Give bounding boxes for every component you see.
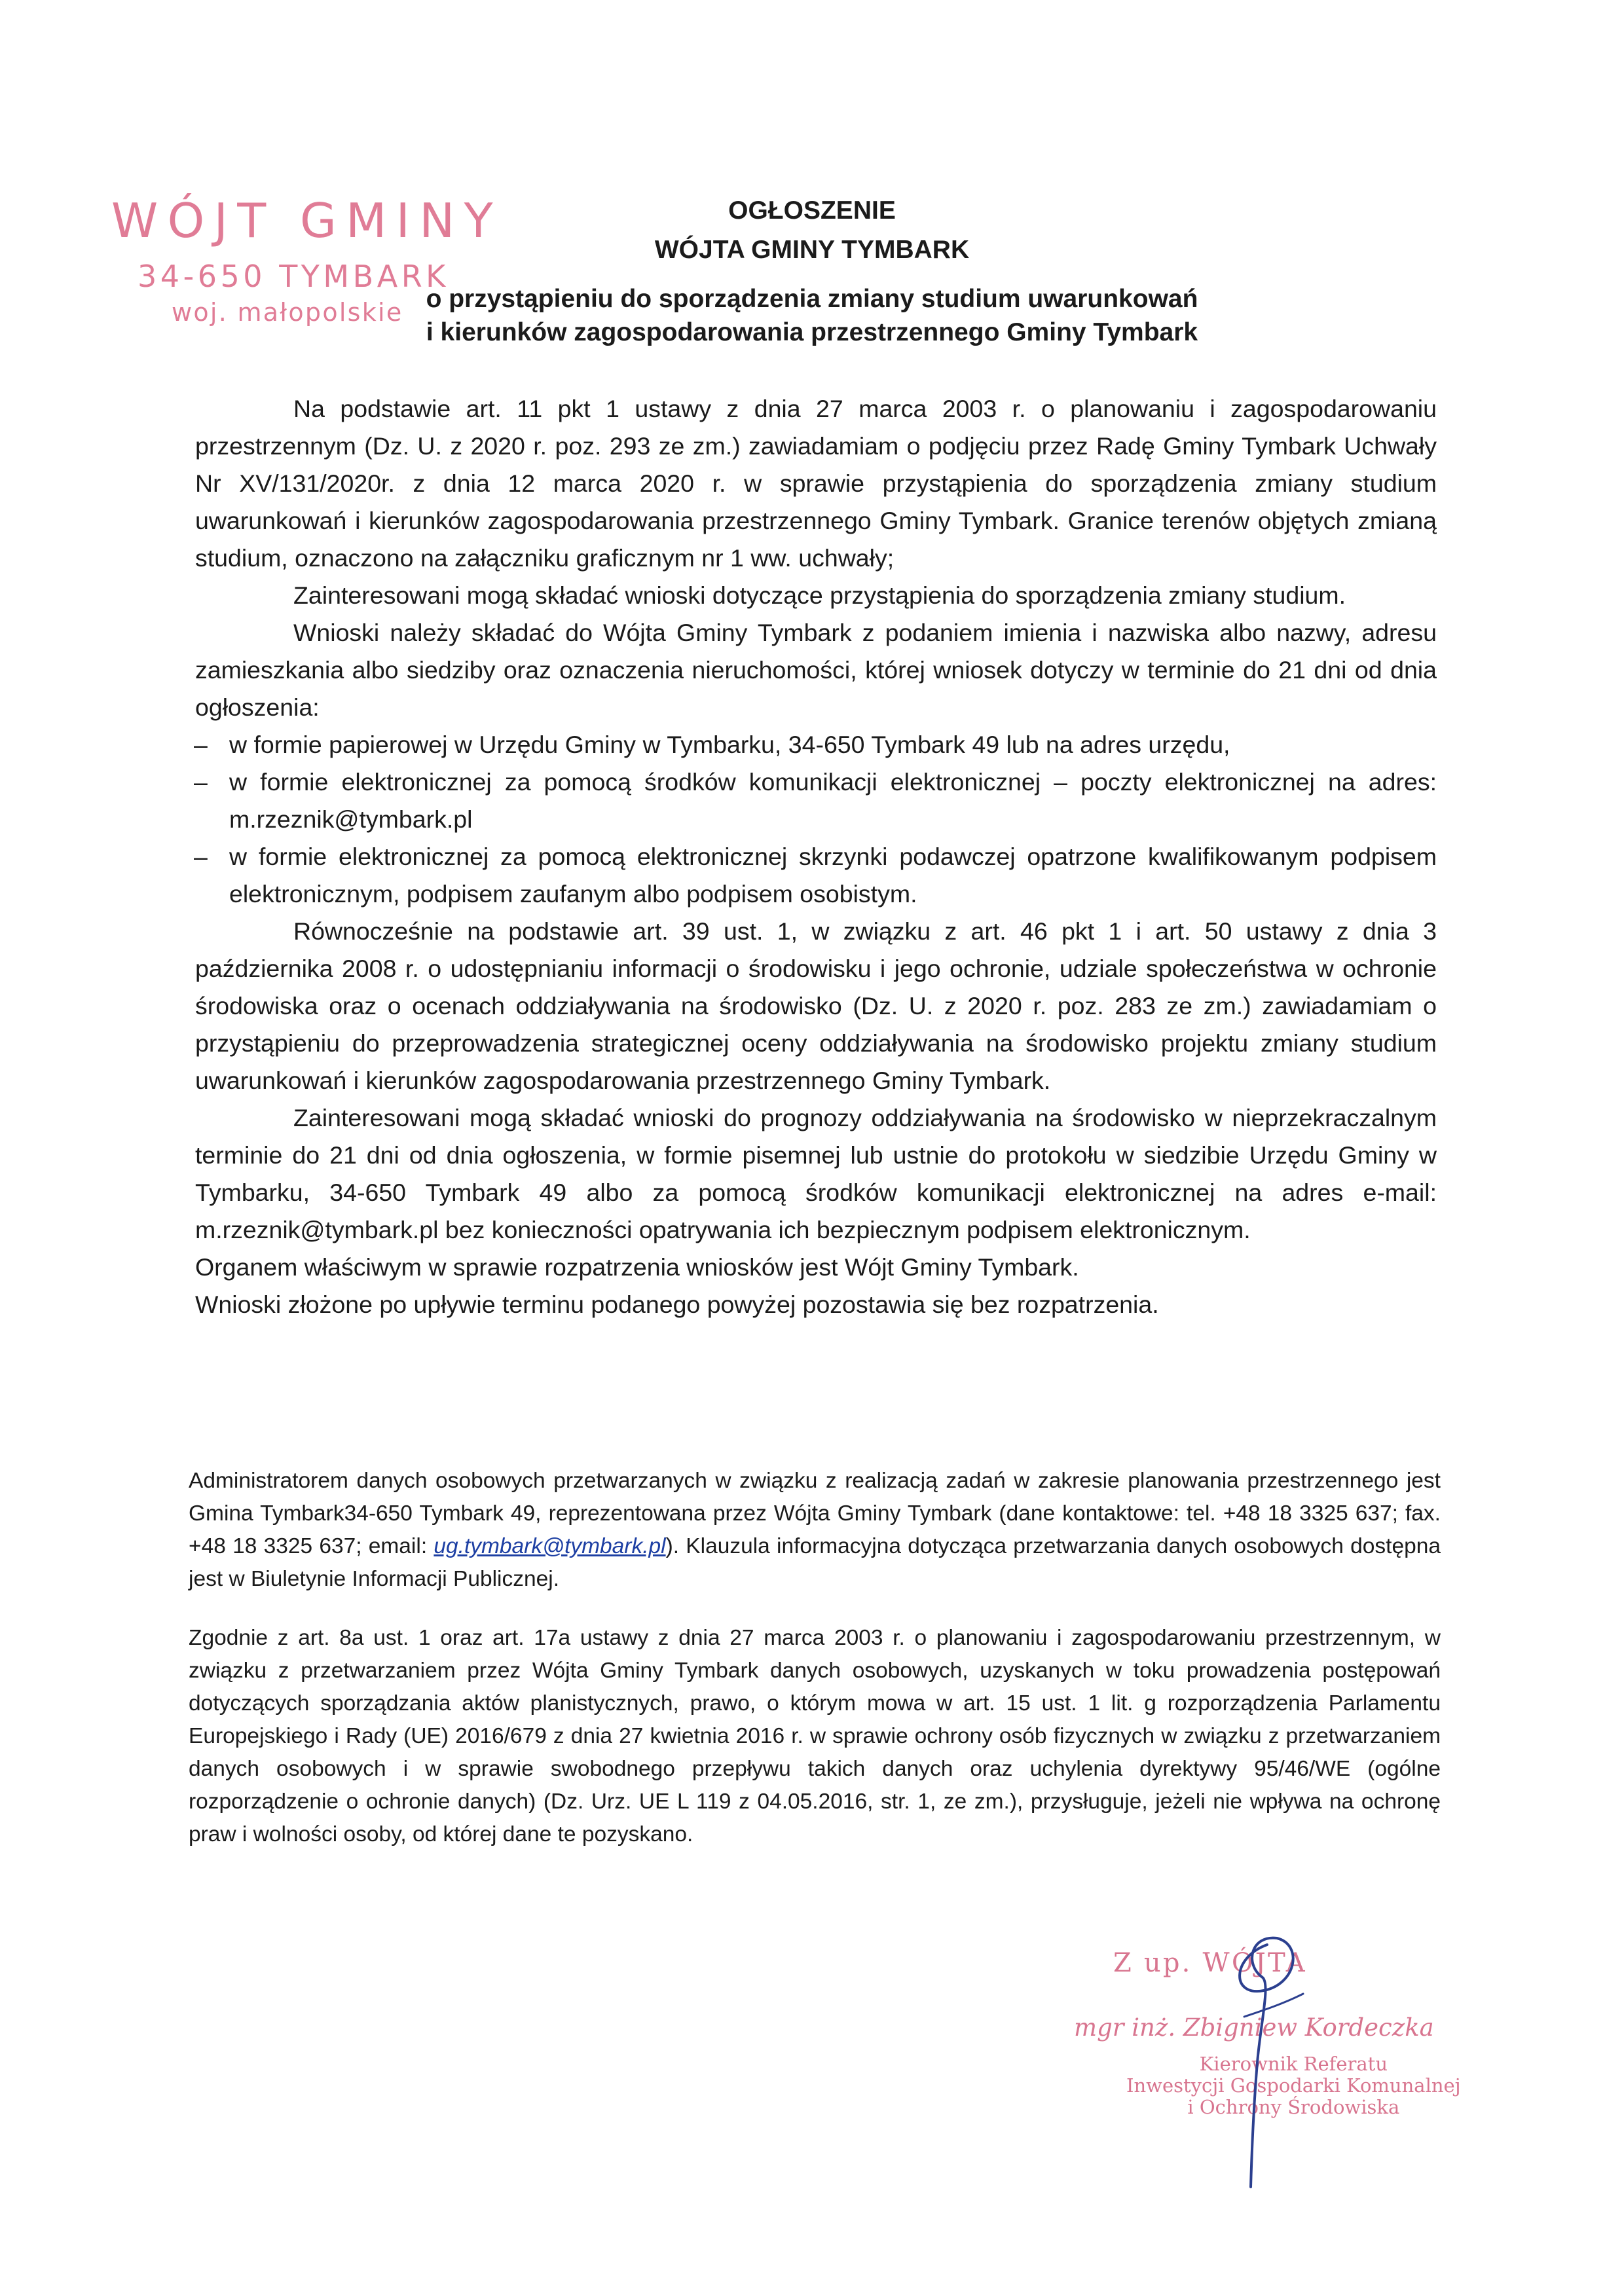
- signature-name: mgr inż. Zbigniew Kordeczka: [1074, 2013, 1434, 2042]
- privacy-clause-administrator: Administratorem danych osobowych przetwarzanych w związku z realizacją zadań w zakresie planowania przestrzennego jest Gmina Tymbark34-650 Tymbark 49, reprezentowana przez Wójta Gminy Tymbark (dane kontaktowe: tel. +48 18 3325 637; fax. +48 18 3325 637; email: ug.tymbark@tymbark.pl). Klauzula informacyjna dotycząca przetwarzania danych osobowych dostępna jest w Biuletynie Informacji Publicznej.: [189, 1469, 1441, 1591]
- list-item: [195, 726, 1437, 763]
- handwritten-signature-icon: [1205, 1919, 1323, 2194]
- signature-authorization: Z up. WÓJTA: [1113, 1948, 1307, 1978]
- dash-bullet: –: [194, 731, 208, 758]
- paragraph-legal-basis: Na podstawie art. 11 pkt 1 ustawy z dnia 27 marca 2003 r. o planowaniu i zagospodarowaniu przestrzennym (Dz. U. z 2020 r. poz. 293 ze zm.) zawiadamiam o podjęciu przez Radę Gminy Tymbark Uchwały Nr XV/131/2020r. z dnia 12 marca 2020 r. w sprawie przystąpienia do sporządzenia zmiany studium uwarunkowań i kierunków zagospodarowania przestrzennego Gminy Tymbark. Granice terenów objętych zmianą studium, oznaczono na załączniku graficznym nr 1 ww. uchwały;: [195, 395, 1437, 572]
- paragraph-environmental-assessment: Równocześnie na podstawie art. 39 ust. 1, w związku z art. 46 pkt 1 i art. 50 ustawy z dnia 3 października 2008 r. o udostępnianiu informacji o środowisku i jego ochronie, udziale społeczeństwa w ochronie środowiska oraz o ocenach oddziaływania na środowisko (Dz. U. z 2020 r. poz. 283 ze zm.) zawiadamiam o przystąpieniu do przeprowadzenia strategicznej oceny oddziaływania na środowisko projektu zmiany studium uwarunkowań i kierunków zagospodarowania przestrzennego Gminy Tymbark.: [195, 917, 1437, 1094]
- list-item-text: w formie papierowej w Urzędu Gminy w Tymbarku, 34-650 Tymbark 49 lub na adres urzędu,: [229, 731, 1230, 758]
- paragraph-interested-parties: Zainteresowani mogą składać wnioski dotyczące przystąpienia do sporządzenia zmiany studium.: [293, 581, 1346, 609]
- stamp-line-1: WÓJT GMINY: [111, 193, 502, 248]
- privacy-clause-rights: Zgodnie z art. 8a ust. 1 oraz art. 17a ustawy z dnia 27 marca 2003 r. o planowaniu i zagospodarowaniu przestrzennym, w związku z przetwarzaniem przez Wójta Gminy Tymbark danych osobowych, uzyskanych w toku prowadzenia postępowań dotyczących sporządzania aktów planistycznych, prawo, o którym mowa w art. 15 ust. 1 lit. g rozporządzenia Parlamentu Europejskiego i Rady (UE) 2016/679 z dnia 27 kwietnia 2016 r. w sprawie ochrony osób fizycznych w związku z przetwarzaniem danych osobowych i w sprawie swobodnego przepływu takich danych oraz uchylenia dyrektywy 95/46/WE (ogólne rozporządzenie o ochronie danych) (Dz. Urz. UE L 119 z 04.05.2016, str. 1, ze zm.), przysługuje, jeżeli nie wpływa na ochronę praw i wolności osoby, od której dane te pozyskano.: [189, 1626, 1441, 1846]
- list-item: [195, 838, 1437, 913]
- list-item-text: w formie elektronicznej za pomocą elektronicznej skrzynki podawczej opatrzone kwalifikowanym podpisem elektronicznym, podpisem zaufanym albo podpisem osobistym.: [229, 843, 1437, 908]
- document-issuer: WÓJTA GMINY TYMBARK: [654, 236, 970, 264]
- paragraph-late-submissions: Wnioski złożone po upływie terminu podanego powyżej pozostawia się bez rozpatrzenia.: [195, 1291, 1159, 1318]
- stamp-line-2: 34-650 TYMBARK: [138, 259, 449, 294]
- paragraph-competent-authority: Organem właściwym w sprawie rozpatrzenia wniosków jest Wójt Gminy Tymbark.: [195, 1253, 1079, 1281]
- dash-bullet: –: [194, 843, 208, 870]
- paragraph-prognosis-submissions: Zainteresowani mogą składać wnioski do prognozy oddziaływania na środowisko w nieprzekraczalnym terminie do 21 dni od dnia ogłoszenia, w formie pisemnej lub ustnie do protokołu w siedzibie Urzędu Gminy w Tymbarku, 34-650 Tymbark 49 albo za pomocą środków komunikacji elektronicznej na adres e-mail: m.rzeznik@tymbark.pl bez konieczności opatrywania ich bezpiecznym podpisem elektronicznym.: [195, 1104, 1437, 1243]
- stamp-line-3: woj. małopolskie: [172, 298, 403, 327]
- list-item-text: w formie elektronicznej za pomocą środków komunikacji elektronicznej – poczty elektronicznej na adres: m.rzeznik@tymbark.pl: [229, 768, 1437, 833]
- document-title: OGŁOSZENIE: [728, 196, 896, 225]
- list-item: [195, 763, 1437, 838]
- dash-bullet: –: [194, 768, 208, 796]
- paragraph-submission-rules: Wnioski należy składać do Wójta Gminy Tymbark z podaniem imienia i nazwiska albo nazwy, adresu zamieszkania albo siedziby oraz oznaczenia nieruchomości, której wniosek dotyczy w terminie do 21 dni od dnia ogłoszenia:: [195, 619, 1437, 721]
- signature-position: Kierownik Referatu Inwestycji Gospodarki Komunalnej i Ochrony Środowiska: [1126, 2053, 1461, 2118]
- document-subject-line-1: o przystąpieniu do sporządzenia zmiany studium uwarunkowań: [426, 285, 1198, 313]
- announcement-body: [195, 390, 1437, 1323]
- document-subject-line-2: i kierunków zagospodarowania przestrzennego Gminy Tymbark: [426, 318, 1198, 346]
- email-link[interactable]: ug.tymbark@tymbark.pl: [434, 1534, 666, 1558]
